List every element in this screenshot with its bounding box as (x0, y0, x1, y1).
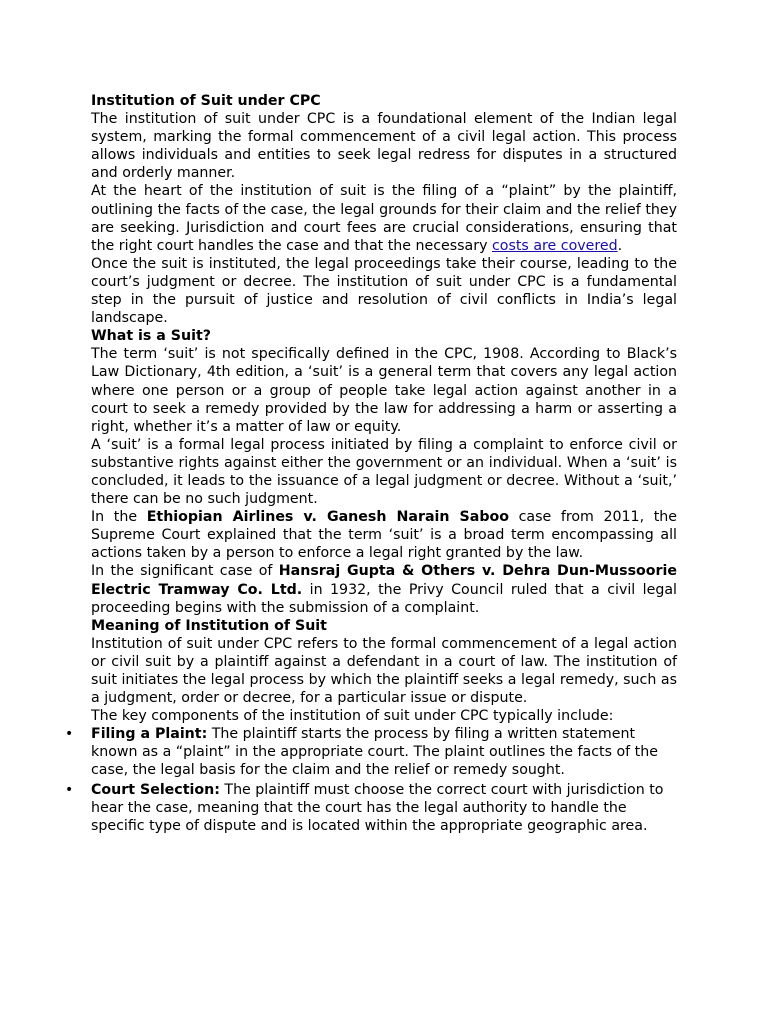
list-item-label: Court Selection: (91, 781, 220, 798)
key-components-list (65, 725, 677, 835)
ethiopian-airlines-case-name: Ethiopian Airlines v. Ganesh Narain Saboo (146, 509, 509, 526)
list-item (65, 781, 677, 835)
meaning-paragraph-1: Institution of suit under CPC refers to the formal commencement of a legal action or civil suit by a plaintiff against a defendant in a court of law. The institution of suit initiates the legal process by which the plaintiff seeks a legal remedy, such as a judgment, order or decree, for a particular issue or dispute. (91, 635, 677, 707)
suit-paragraph-4-rest: in 1932, the Privy Council ruled that a civil legal proceeding begins with the submission of a complaint. (91, 581, 677, 616)
suit-paragraph-2: A ‘suit’ is a formal legal process initiated by filing a complaint to enforce civil or substantive rights against either the government or an individual. When a ‘suit’ is concluded, it leads to the issuance of a legal judgment or decree. Without a ‘suit,’ there can be no such judgment. (91, 436, 677, 508)
intro-paragraph-1: The institution of suit under CPC is a foundational element of the Indian legal system, marking the formal commencement of a civil legal action. This process allows individuals and entities to seek legal redress for disputes in a structured and orderly manner. (91, 111, 677, 182)
list-item-text: The plaintiff must choose the correct court with jurisdiction to hear the case, meaning that the court has the legal authority to handle the specific type of dispute and is located within the appropriate geographic area. (91, 781, 664, 834)
costs-are-covered-link[interactable]: costs are covered (491, 237, 618, 254)
bullet-icon: • (65, 726, 74, 743)
suit-paragraph-3-rest: case from 2011, the Supreme Court explained that the term ‘suit’ is a broad term encompassing all actions taken by a person to enforce a legal right granted by the law. (91, 509, 678, 562)
article-title: Institution of Suit under CPC (91, 93, 321, 109)
article-body (65, 92, 678, 835)
list-item-text: The plaintiff starts the process by filing a written statement known as a “plaint” in the appropriate court. The plaint outlines the facts of the case, the legal basis for the claim and the relief or remedy sought. (91, 726, 658, 779)
suit-heading: What is a Suit? (91, 328, 211, 345)
suit-paragraph-3 (91, 508, 677, 562)
intro-paragraph-2-end: . (617, 237, 623, 254)
intro-paragraph-2 (91, 182, 677, 254)
meaning-paragraph-2: The key components of the institution of suit under CPC typically include: (91, 708, 614, 725)
list-item-label: Filing a Plaint: (91, 726, 208, 743)
hansraj-gupta-case-name: Hansraj Gupta & Others v. Dehra Dun-Mussoorie Electric Tramway Co. Ltd. (91, 563, 677, 598)
meaning-heading: Meaning of Institution of Suit (91, 617, 327, 634)
suit-paragraph-4-prefix: In the significant case of (91, 563, 279, 580)
intro-paragraph-2-text: At the heart of the institution of suit is the filing of a “plaint” by the plaintiff, outlining the facts of the case, the legal grounds for their claim and the relief they are seeking. Jurisdiction and court fees are crucial considerations, ensuring that the right court handles the case and that the necessary (91, 183, 677, 254)
suit-paragraph-4 (91, 562, 677, 616)
suit-paragraph-1: The term ‘suit’ is not specifically defined in the CPC, 1908. According to Black’s Law Dictionary, 4th edition, a ‘suit’ is a general term that covers any legal action where one person or a group of people take legal action against another in a court to seek a remedy provided by the law for addressing a harm or asserting a right, whether it’s a matter of law or equity. (91, 346, 677, 435)
intro-paragraph-3: Once the suit is instituted, the legal proceedings take their course, leading to the court’s judgment or decree. The institution of suit under CPC is a fundamental step in the pursuit of justice and resolution of civil conflicts in India’s legal landscape. (91, 255, 677, 327)
bullet-icon: • (65, 781, 74, 798)
list-item (65, 725, 677, 779)
suit-paragraph-3-prefix: In the (91, 509, 147, 526)
